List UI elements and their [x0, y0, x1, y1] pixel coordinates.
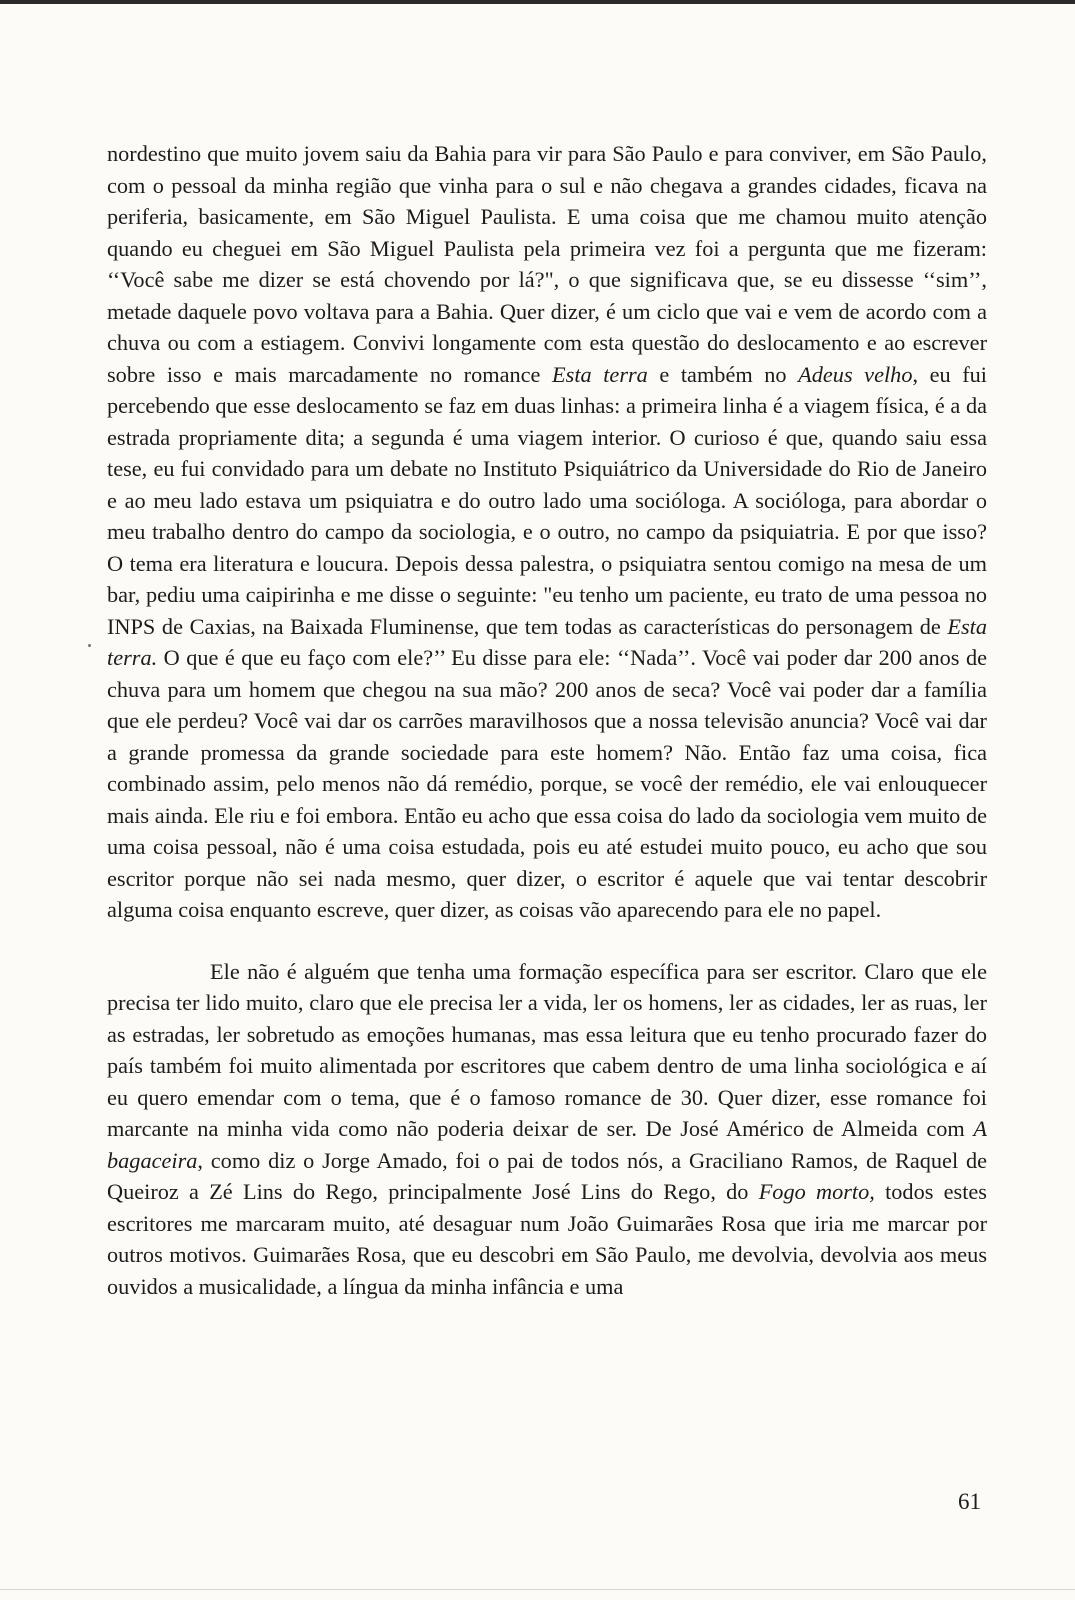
text-segment: , como diz o Jorge Amado, foi o pai de todos nós, a Graciliano Ramos, de Raquel de Queiroz a Zé Lins do Rego, principalmente José Lins do Rego, do	[107, 1147, 987, 1204]
paragraph-1	[107, 138, 987, 926]
book-title-esta-terra: Esta terra.	[107, 613, 987, 670]
margin-speck	[88, 644, 91, 647]
book-title-fogo-morto: Fogo morto,	[758, 1179, 875, 1204]
document-body	[107, 138, 987, 1302]
text-segment: todos estes escritores me marcaram muito, até desaguar num João Guimarães Rosa que iria me marcar por outros motivos. Guimarães Rosa, que eu descobri em São Paulo, me devolvia, devolvia aos meus ouvidos a musicalidade, a língua da minha infância e uma	[107, 1179, 987, 1299]
page-number: 61	[958, 1489, 981, 1514]
text-segment: Ele não é alguém que tenha uma formação específica para ser escritor. Claro que ele precisa ter lido muito, claro que ele precisa ler a vida, ler os homens, ler as cidades, ler as ruas, ler as estradas, ler sobretudo as emoções humanas, mas essa leitura que eu tenho procurado fazer do país também foi muito alimentada por escritores que cabem dentro de uma linha sociológica e aí eu quero emendar com o tema, que é o famoso romance de 30. Quer dizer, esse romance foi marcante na minha vida como não poderia deixar de ser. De José Américo de Almeida com	[107, 958, 987, 1141]
scan-top-edge	[0, 0, 1075, 4]
text-segment: e também no	[647, 361, 799, 387]
book-title-esta-terra: Esta terra	[552, 361, 648, 387]
text-segment: , eu fui percebendo que esse deslocamento se faz em duas linhas: a primeira linha é a viagem física, é a da estrada propriamente dita; a segunda é uma viagem interior. O curioso é que, quando saiu essa tese, eu fui convidado para um debate no Instituto Psiquiátrico da Universidade do Rio de Janeiro e ao meu lado estava um psiquiatra e do outro lado uma socióloga. A socióloga, para abordar o meu trabalho dentro do campo da sociologia, e o outro, no campo da psiquiatria. E por que isso? O tema era literatura e loucura. Depois dessa palestra, o psiquiatra sentou comigo na mesa de um bar, pediu uma caipirinha e me disse o seguinte: "eu tenho um paciente, eu trato de uma pessoa no INPS de Caxias, na Baixada Fluminense, que tem todas as características do personagem de	[107, 361, 987, 639]
text-segment: nordestino que muito jovem saiu da Bahia para vir para São Paulo e para conviver, em São Paulo, com o pessoal da minha região que vinha para o sul e não chegava a grandes cidades, ficava na periferia, basicamente, em São Miguel Paulista. E uma coisa que me chamou muito atenção quando eu cheguei em São Miguel Paulista pela primeira vez foi a pergunta que me fizeram: ‘‘Você sabe me dizer se está chovendo por lá?", o que significava que, se eu dissesse ‘‘sim’’, metade daquele povo voltava para a Bahia. Quer dizer, é um ciclo que vai e vem de acordo com a chuva ou com a estiagem. Convivi longamente com esta questão do deslocamento e ao escrever sobre isso e mais marcadamente no romance	[107, 141, 987, 387]
book-title-a-bagaceira: A bagaceira	[107, 1116, 987, 1173]
scan-bottom-edge	[0, 1589, 1075, 1590]
book-title-adeus-velho: Adeus velho	[798, 361, 913, 387]
text-segment: O que é que eu faço com ele?’’ Eu disse para ele: ‘‘Nada’’. Você vai poder dar 200 anos de chuva para um homem que chegou na sua mão? 200 anos de seca? Você vai poder dar a família que ele perdeu? Você vai dar os carrões maravilhosos que a nossa televisão anuncia? Você vai dar a grande promessa da grande sociedade para este homem? Não. Então faz uma coisa, fica combinado assim, pelo menos não dá remédio, porque, se você der remédio, ele vai enlouquecer mais ainda. Ele riu e foi embora. Então eu acho que essa coisa do lado da sociologia vem muito de uma coisa pessoal, não é uma coisa estudada, pois eu até estudei muito pouco, eu acho que sou escritor porque não sei nada mesmo, quer dizer, o escritor é aquele que vai tentar descobrir alguma coisa enquanto escreve, quer dizer, as coisas vão aparecendo para ele no papel.	[107, 645, 987, 922]
paragraph-2	[107, 956, 987, 1303]
